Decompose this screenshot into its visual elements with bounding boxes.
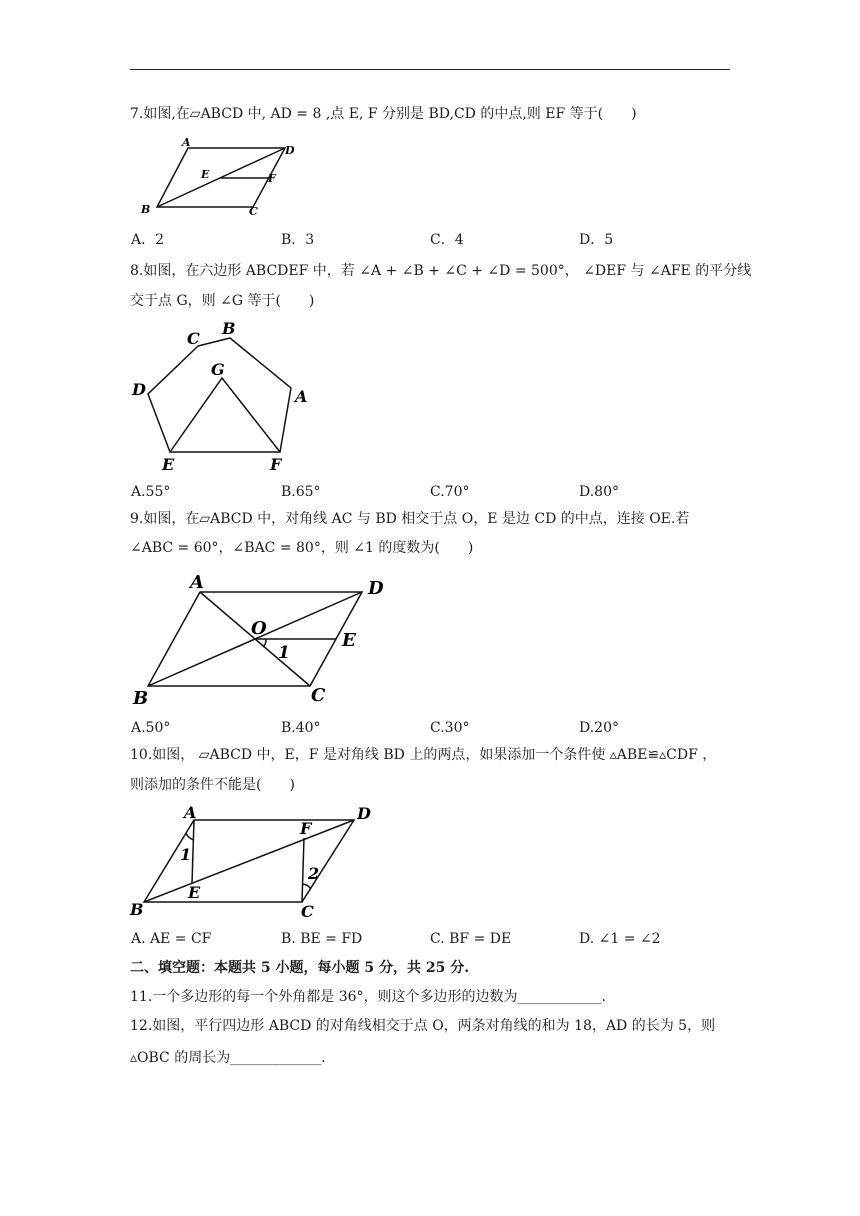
- q9-stem-line1: 9.如图，在▱ABCD 中，对角线 AC 与 BD 相交于点 O，E 是边 CD 的中点，连接 OE.若: [130, 511, 690, 527]
- q9-label-C: C: [311, 685, 326, 706]
- q7-parallelogram-figure: [135, 135, 315, 220]
- q10-stem-line2: 则添加的条件不能是( ): [130, 777, 295, 793]
- q8-label-G: G: [211, 360, 225, 379]
- q10-label-B: B: [130, 900, 144, 919]
- q10-option-b: B. BE = FD: [281, 931, 363, 947]
- q10-label-E: E: [188, 883, 201, 902]
- q8-option-b: B.65°: [281, 484, 321, 500]
- q9-option-d: D.20°: [579, 720, 619, 736]
- q7-label-D: D: [285, 144, 295, 157]
- header-rule: [130, 69, 730, 70]
- q9-label-1: 1: [278, 643, 290, 663]
- q7-label-C: C: [249, 205, 258, 218]
- q10-label-A: A: [184, 803, 197, 822]
- q10-label-D: D: [357, 804, 371, 823]
- q9-option-c: C.30°: [430, 720, 470, 736]
- q9-option-b: B.40°: [281, 720, 321, 736]
- q10-option-d: D. ∠1 = ∠2: [579, 931, 661, 947]
- q9-label-E: E: [342, 630, 356, 651]
- q8-label-A: A: [295, 387, 308, 406]
- q7-stem: 7.如图,在▱ABCD 中, AD = 8 ,点 E, F 分别是 BD,CD 的中点,则 EF 等于( ): [130, 106, 637, 122]
- q10-label-1: 1: [180, 845, 192, 864]
- q10-label-C: C: [301, 902, 314, 921]
- q10-option-a: A. AE = CF: [131, 931, 212, 947]
- q9-label-B: B: [133, 688, 149, 709]
- q9-option-a: A.50°: [131, 720, 171, 736]
- q8-option-d: D.80°: [579, 484, 619, 500]
- q7-option-d: D．5: [579, 232, 614, 248]
- q10-option-c: C. BF = DE: [430, 931, 512, 947]
- q7-label-A: A: [182, 136, 191, 149]
- q7-option-c: C．4: [430, 232, 464, 248]
- q8-label-B: B: [222, 319, 236, 338]
- q10-stem-line1: 10.如图， ▱ABCD 中，E，F 是对角线 BD 上的两点，如果添加一个条件使 ▵ABE≌▵CDF ，: [130, 747, 717, 763]
- q7-option-a: A．2: [131, 232, 165, 248]
- q8-stem-line1: 8.如图，在六边形 ABCDEF 中，若 ∠A + ∠B + ∠C + ∠D = 500°， ∠DEF 与 ∠AFE 的平分线: [130, 263, 752, 279]
- q9-label-O: O: [251, 618, 267, 639]
- q9-label-A: A: [190, 572, 204, 593]
- q7-label-E: E: [201, 168, 210, 181]
- q9-parallelogram-figure: [130, 568, 400, 708]
- q8-option-a: A.55°: [131, 484, 171, 500]
- section2-heading: 二、填空题：本题共 5 小题，每小题 5 分，共 25 分.: [130, 960, 470, 976]
- q9-stem-line2: ∠ABC = 60°，∠BAC = 80°，则 ∠1 的度数为( ): [130, 540, 474, 556]
- q8-hexagon-figure: [130, 318, 320, 478]
- q8-label-C: C: [187, 329, 200, 348]
- q12-stem-line2: ▵OBC 的周长为_____________.: [130, 1050, 326, 1066]
- q8-label-D: D: [132, 380, 146, 399]
- q7-label-B: B: [141, 203, 151, 216]
- q10-parallelogram-figure: [128, 800, 378, 925]
- q8-label-E: E: [162, 455, 175, 474]
- q12-stem-line1: 12.如图，平行四边形 ABCD 的对角线相交于点 O，两条对角线的和为 18，AD 的长为 5，则: [130, 1018, 716, 1034]
- q10-label-F: F: [300, 819, 312, 838]
- q11-stem: 11.一个多边形的每一个外角都是 36°，则这个多边形的边数为____________.: [130, 989, 606, 1005]
- q7-option-b: B．3: [281, 232, 315, 248]
- q8-option-c: C.70°: [430, 484, 470, 500]
- q8-stem-line2: 交于点 G，则 ∠G 等于( ): [130, 293, 315, 309]
- q10-label-2: 2: [308, 864, 320, 883]
- q8-label-F: F: [270, 455, 282, 474]
- q9-label-D: D: [368, 578, 384, 599]
- q7-label-F: F: [268, 172, 276, 185]
